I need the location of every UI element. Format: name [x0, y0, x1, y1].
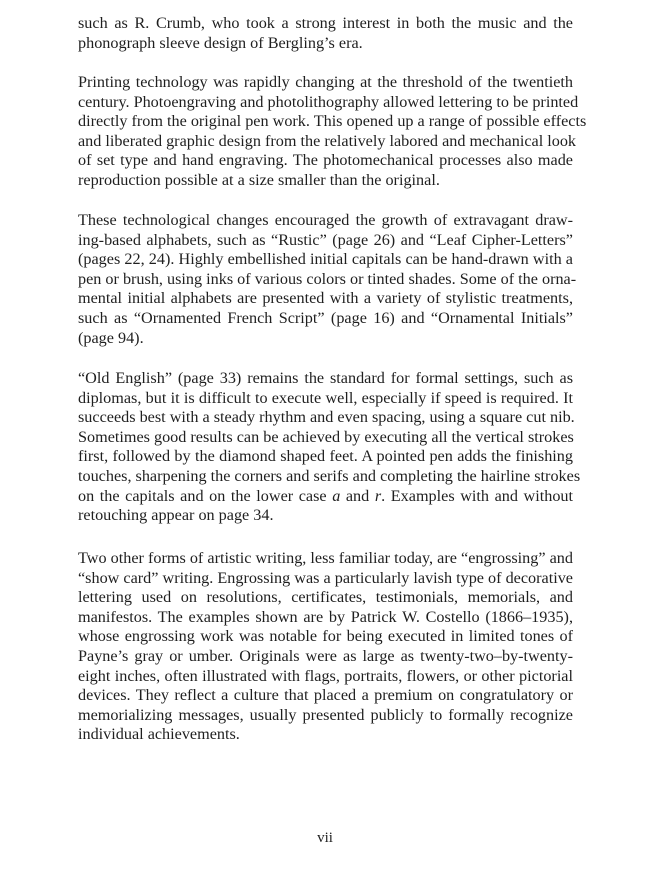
text-line: such as “Ornamented French Script” (page 16) and “Ornamental Initials” [78, 308, 573, 327]
text-line: first, followed by the diamond shaped feet. A pointed pen adds the finishing [78, 447, 573, 466]
text-line: These technological changes encouraged the growth of extravagant draw- [78, 211, 573, 229]
text-line [78, 487, 573, 507]
italic-letter-r: r [374, 486, 382, 505]
text-line: such as R. Crumb, who took a strong interest in both the music and the [78, 14, 573, 32]
text-line: (page 94). [78, 328, 144, 347]
text-line: touches, sharpening the corners and serifs and completing the hairline strokes [78, 466, 581, 485]
text-line: whose engrossing work was notable for being executed in limited tones of [78, 627, 573, 646]
text-line: Payne’s gray or umber. Originals were as large as twenty-two–by-twenty- [78, 646, 573, 665]
text-line: individual achievements. [78, 725, 240, 744]
text-line: diplomas, but it is difficult to execute well, especially if speed is required. It [78, 388, 573, 407]
paragraph-3 [78, 211, 577, 348]
text-line: “show card” writing. Engrossing was a particularly lavish type of decorative [78, 568, 573, 587]
text-line: century. Photoengraving and photolithography allowed lettering to be printed [78, 92, 579, 111]
text-line: pen or brush, using inks of various colors or tinted shades. Some of the orna- [78, 269, 577, 288]
text-line: directly from the original pen work. This opened up a range of possible effects [78, 112, 587, 131]
text-segment: . Examples with and without [381, 486, 574, 505]
text-line: ing-based alphabets, such as “Rustic” (page 26) and “Leaf Cipher-Letters” [78, 230, 573, 249]
text-line: (pages 22, 24). Highly embellished initial capitals can be hand-drawn with a [78, 250, 573, 269]
text-segment: and [340, 486, 375, 505]
text-line: mental initial alphabets are presented with a variety of stylistic treatments, [78, 289, 573, 308]
text-segment: on the capitals and on the lower case [78, 486, 333, 505]
paragraph-5 [78, 549, 573, 745]
page-number: vii [317, 830, 333, 846]
paragraph-1 [78, 14, 573, 53]
paragraph-4 [78, 369, 581, 526]
paragraph-2 [78, 73, 587, 191]
text-line: retouching appear on page 34. [78, 506, 274, 525]
text-line: reproduction possible at a size smaller than the original. [78, 170, 440, 189]
text-line: memorializing messages, usually presented publicly to formally recognize [78, 705, 573, 724]
text-line: eight inches, often illustrated with flags, portraits, flowers, or other pictorial [78, 666, 573, 685]
text-line: phonograph sleeve design of Bergling’s era. [78, 33, 363, 52]
text-line: Sometimes good results can be achieved by executing all the vertical strokes [78, 427, 574, 446]
text-line: succeeds best with a steady rhythm and even spacing, using a square cut nib. [78, 408, 575, 427]
italic-letter-a: a [332, 486, 341, 505]
text-line: devices. They reflect a culture that placed a premium on congratulatory or [78, 686, 573, 705]
text-line: manifestos. The examples shown are by Patrick W. Costello (1866–1935), [78, 607, 573, 626]
text-line: and liberated graphic design from the relatively labored and mechanical look [78, 131, 577, 150]
text-line: Two other forms of artistic writing, less familiar today, are “engrossing” and [78, 549, 573, 567]
text-line: Printing technology was rapidly changing at the threshold of the twentieth [78, 73, 573, 91]
text-line: “Old English” (page 33) remains the standard for formal settings, such as [78, 369, 573, 387]
text-line: lettering used on resolutions, certificates, testimonials, memorials, and [78, 588, 573, 607]
text-line: of set type and hand engraving. The photomechanical processes also made [78, 151, 573, 170]
